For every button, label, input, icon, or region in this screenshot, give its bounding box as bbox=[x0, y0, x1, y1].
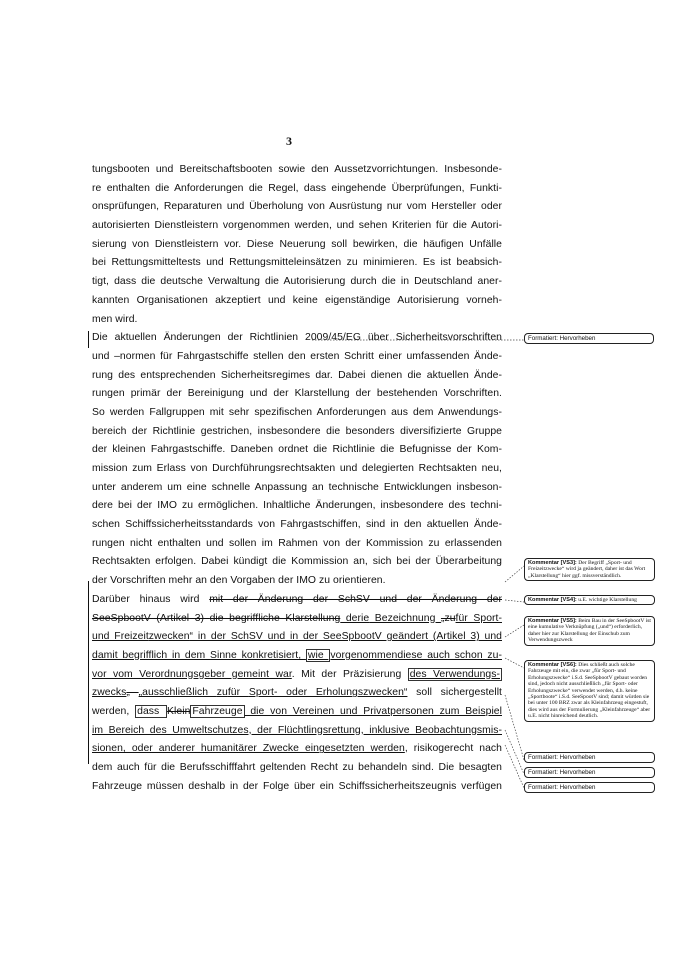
connector-line bbox=[505, 745, 524, 788]
text-line: kannten Organisationen akzeptiert und keine eigenständige Autorisierung vorneh- bbox=[92, 294, 502, 306]
inserted-text: Bezeichnung bbox=[369, 612, 441, 624]
text-line: der kleinen Fahrgastschiffe. Daneben ordnet die Richtlinie die Befugnisse der Kom- bbox=[92, 444, 502, 456]
inserted-text: ie bbox=[361, 612, 370, 624]
text-line: sierung von Dienstleistern vor. Diese Neuerung soll bewirken, die häufigen Unfälle bbox=[92, 238, 502, 250]
connector-line bbox=[505, 600, 524, 602]
text-line: mission zum Erlass von Durchführungsrechtsakten und delegierten Rechtsakten neu, bbox=[92, 463, 502, 474]
inserted-text: “ in der SchSV und in der SeeSpbootV geändert (Artikel 3) und bbox=[189, 631, 502, 643]
formatting-balloon[interactable] bbox=[524, 767, 655, 778]
comment-tag: Kommentar [VS6]: bbox=[528, 662, 577, 668]
formatting-balloon[interactable] bbox=[524, 752, 655, 763]
text-line: und –normen für Fahrgastschiffe stellen den ersten Schritt einer umfassenden Ände- bbox=[92, 350, 502, 362]
formatting-balloon[interactable] bbox=[524, 333, 654, 344]
text-line: onsprüfungen, Reparaturen und Überholung von Ausrüstung nur vom Hersteller oder bbox=[92, 201, 502, 213]
inserted-text: diese auch schon zu- bbox=[397, 649, 502, 661]
balloon-text: Formatiert: Hervorheben bbox=[528, 769, 596, 776]
comment-balloon-vs4[interactable] bbox=[524, 595, 655, 605]
text-line: dem auch für die Berufsschifffahrt geltenden Recht zu behandeln sind. Die besagten bbox=[92, 762, 502, 773]
comment-anchor[interactable]: des Verwendungs- bbox=[409, 668, 500, 680]
inserted-text: für bbox=[227, 687, 249, 699]
text-line: bereich der Richtlinie gestrichen, insbesondere die besonders diversifizierte Gruppe bbox=[92, 425, 502, 437]
comment-tag: Kommentar [VS5]: bbox=[528, 618, 577, 624]
inserted-text: zwecks bbox=[92, 687, 127, 699]
text-line: rung des entsprechenden Sicherheitsregimes dar. Dabei dienen die aktuellen Ände- bbox=[92, 369, 502, 381]
comment-text: Dies schließt auch solche Fahrzeuge mit ein, die zwar „für Sport- und Erholungszwecke“ i.S.d. SeeSpbootV gebaut worden sind, jedoch nicht ausschließlich „für Sport- oder Erholungszwecke“ verwendet werden, d.h. keine „Sportboote“ i.S.d. SeeSpootV sind; damit würden sie bei unter 100 BRZ zwar als Kleinfahrzeug eingestuft, dies wird aus der Formulierung „Kleinfahrzeuge“ aber u.E. nicht hinreichend deutlich. bbox=[528, 662, 651, 720]
deleted-text: vorgenommen bbox=[330, 649, 398, 661]
comment-anchor[interactable]: Fahrzeuge bbox=[192, 705, 243, 717]
connector-line bbox=[505, 730, 524, 774]
formatting-balloon[interactable] bbox=[524, 782, 655, 793]
text-line: rungen primär der Bereinigung und der Klarstellung der bestehenden Vorschriften. bbox=[92, 388, 502, 400]
inserted-text: der bbox=[340, 612, 362, 624]
text-line: Rechtsakten erfolgen. Dabei kündigt die Kommission an, sich bei der Überarbeitung bbox=[92, 556, 502, 568]
comment-anchor[interactable]: wie bbox=[307, 649, 329, 661]
text-line: autorisierten Dienstleistern vorgenommen werden, und sehen Kriterien für die Autori- bbox=[92, 220, 502, 232]
text-line: men wird. bbox=[92, 313, 138, 325]
comment-anchor[interactable]: dass bbox=[137, 705, 166, 717]
comment-balloon-vs3[interactable] bbox=[524, 558, 655, 581]
balloon-text: Formatiert: Hervorheben bbox=[528, 335, 596, 342]
inserted-text: die von Vereinen und Privatpersonen zum Beispiel bbox=[244, 705, 502, 717]
text-line: re enthalten die Anforderungen die Regel, dass eingehende Überprüfungen, Funkti- bbox=[92, 182, 502, 194]
inserted-text: für Sport- bbox=[455, 612, 502, 624]
connector-line bbox=[505, 658, 524, 668]
text-line: Die aktuellen Änderungen der Richtlinien 2009/45/EG über Sicherheitsvorschriften bbox=[92, 332, 502, 344]
inserted-text: „ausschließlich bbox=[138, 687, 217, 699]
text-line: rungen nicht enthalten und sollen im Rahmen von der Kommission zu erlassenden bbox=[92, 537, 502, 549]
comment-tag: Kommentar [VS3]: bbox=[528, 560, 577, 566]
text-line: schen Schiffssicherheitsstandards von Fahrgastschiffen, sind in den aktuellen Ände- bbox=[92, 519, 502, 531]
text-run: werden, bbox=[92, 705, 136, 717]
connector-line bbox=[505, 566, 524, 582]
connector-line bbox=[505, 695, 524, 760]
connector-line bbox=[505, 625, 524, 637]
deleted-text: „ bbox=[126, 687, 139, 699]
deleted-text: „zu bbox=[440, 612, 456, 624]
comment-balloon-vs6[interactable] bbox=[524, 660, 655, 722]
comment-text: Beim Bau in der SeeSpbootV ist eine kumulative Verknüpfung („und“) erforderlich, daher hier zur Klarstellung der Einschub zum Verwendungszweck bbox=[528, 618, 651, 644]
balloon-text: Formatiert: Hervorheben bbox=[528, 784, 596, 791]
text-run: Darüber hinaus wird bbox=[92, 593, 210, 605]
deleted-text: die begriffliche Klarstellung bbox=[209, 612, 341, 624]
comment-text: u.E. wichtige Klarstellung bbox=[576, 597, 637, 603]
comment-balloon-vs5[interactable] bbox=[524, 616, 655, 646]
text-run: soll sichergestellt bbox=[407, 687, 502, 699]
text-line: tigt, dass die deutsche Verwaltung die Autorisierung durch die in Deutschland aner- bbox=[92, 276, 502, 288]
page-number: 3 bbox=[286, 134, 292, 148]
text-line: unter anderem um eine schnelle Anpassung an technische Entwicklungen insbeson- bbox=[92, 481, 502, 493]
text-run: , risikogerecht nach bbox=[404, 743, 502, 755]
inserted-text: vor vom Verordnungsgeber gemeint war bbox=[92, 668, 292, 680]
balloon-text: Formatiert: Hervorheben bbox=[528, 754, 596, 761]
deleted-text: Klein bbox=[167, 705, 191, 717]
text-line: Fahrzeuge müssen deshalb in der Folge über ein Schiffssicherheitszeugnis verfügen bbox=[92, 780, 502, 792]
comment-text: Der Begriff „Sport- und Freizeitzwecke“ wird ja geändert, daher ist das Wort „Klarstellung“ hier ggf. missverständlich. bbox=[528, 560, 646, 579]
text-line: bei Rettungsmitteltests und Rettungsmitteleinsätzen zu minimieren. Es ist beabsich- bbox=[92, 257, 502, 269]
inserted-text: und Freizeit bbox=[92, 631, 149, 643]
text-line: So werden Fallgruppen mit sehr spezifischen Anforderungen aus dem Anwendungs- bbox=[92, 406, 502, 418]
deleted-text: zu bbox=[216, 687, 228, 699]
text-line: dere bei der IMO zu ermöglichen. Inhaltliche Änderungen, insbesondere des techni- bbox=[92, 500, 502, 512]
deleted-text: SeeSpbootV (Artikel 3) bbox=[92, 612, 210, 624]
inserted-text: Sport- oder Erholungszwecken“ bbox=[248, 687, 408, 699]
text-line: tungsbooten und Bereitschaftsbooten sowie den Aussetzvorrichtungen. Insbesonde- bbox=[92, 164, 502, 175]
comment-tag: Kommentar [VS4]: bbox=[528, 597, 577, 603]
inserted-text: im Bereich des Umweltschutzes, der Flüchtlingsrettung, inklusive Beobachtungsmis- bbox=[92, 724, 502, 736]
text-run: . Mit der Präzisierung bbox=[291, 668, 408, 680]
text-line: der Vorschriften mehr an den Vorgaben der IMO zu orientieren. bbox=[92, 575, 386, 587]
inserted-text: damit begrifflich in dem Sinne konkretisiert, bbox=[92, 649, 306, 661]
inserted-text: sionen, oder anderer humanitärer Zwecke eingesetzten werden bbox=[92, 743, 405, 755]
deleted-text: mit der Änderung der SchSV und der Änderung der bbox=[209, 593, 502, 605]
deleted-text: zwecken bbox=[148, 631, 190, 643]
